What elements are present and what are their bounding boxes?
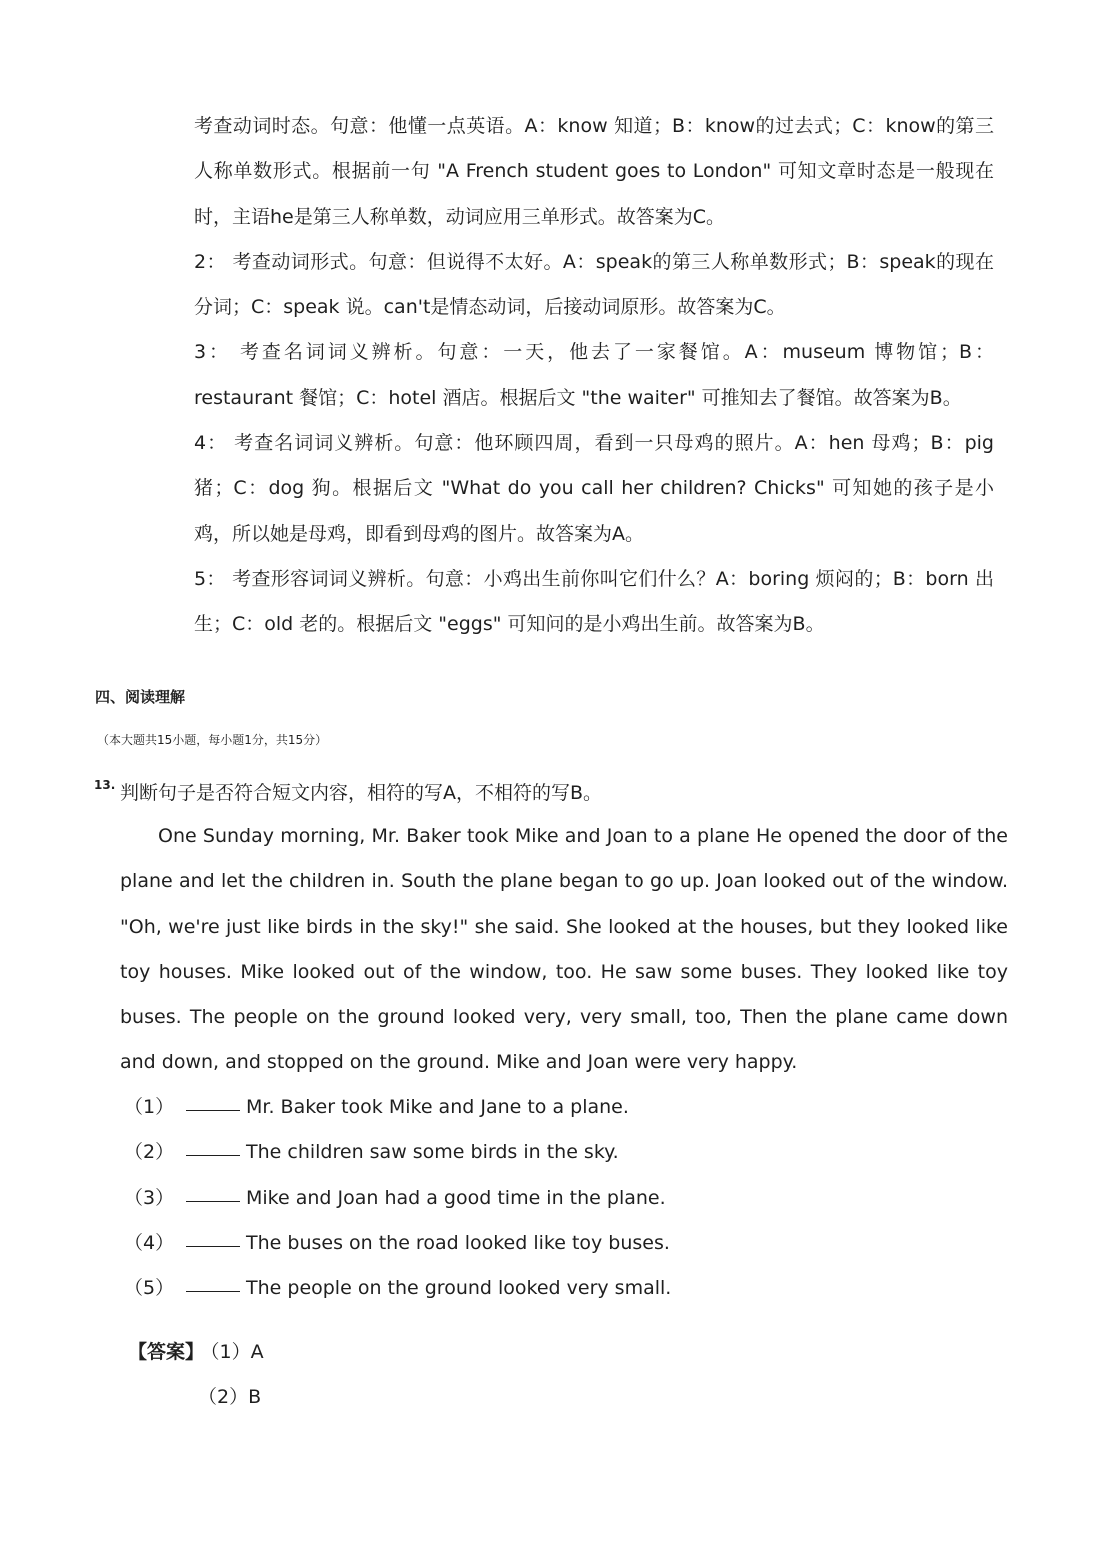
answer-blank[interactable]	[186, 1154, 240, 1156]
question-item-5	[120, 1266, 1000, 1311]
question-item-3	[120, 1176, 1000, 1221]
answer-blank[interactable]	[186, 1245, 240, 1247]
item-label: （4）	[124, 1231, 175, 1254]
question-items	[120, 1085, 1000, 1311]
answer-blank[interactable]	[186, 1290, 240, 1292]
answer-blank[interactable]	[186, 1200, 240, 1202]
answer-block	[128, 1330, 264, 1421]
item-label: （5）	[124, 1277, 175, 1300]
analysis-paragraph-3: 3： 考查名词词义辨析。句意：一天，他去了一家餐馆。A：museum 博物馆；B：restaurant 餐馆；C：hotel 酒店。根据后文 "the waiter" 可推知去了餐馆。故答案为B。	[194, 341, 994, 409]
section-heading: 四、阅读理解	[95, 688, 186, 706]
analysis-paragraph-1: 考查动词时态。句意：他懂一点英语。A：know 知道；B：know的过去式；C：know的第三人称单数形式。根据前一句 "A French student goes to London" 可知文章时态是一般现在时，主语he是第三人称单数，动词应用三单形式。故答案为C。	[194, 115, 994, 228]
analysis-paragraph-4: 4： 考查名词词义辨析。句意：他环顾四周，看到一只母鸡的照片。A：hen 母鸡；B：pig 猪；C：dog 狗。根据后文 "What do you call her children? Chicks" 可知她的孩子是小鸡，所以她是母鸡，即看到母鸡的图片。故答案为A。	[194, 432, 994, 545]
reading-passage: One Sunday morning, Mr. Baker took Mike and Joan to a plane He opened the door of the plane and let the children in. South the plane began to go up. Joan looked out of the window. "Oh, we're just like birds in the sky!" she said. She looked at the houses, but they looked like toy houses. Mike looked out of the window, too. He saw some buses. They looked like toy buses. The people on the ground looked very, very small, too, Then the plane came down and down, and stopped on the ground. Mike and Joan were very happy.	[120, 825, 1008, 1074]
section-note: （本大题共15小题，每小题1分，共15分）	[97, 733, 328, 747]
item-text: The buses on the road looked like toy buses.	[246, 1231, 670, 1254]
analysis-paragraph-2: 2： 考查动词形式。句意：但说得不太好。A：speak的第三人称单数形式；B：speak的现在分词；C：speak 说。can't是情态动词，后接动词原形。故答案为C。	[194, 250, 994, 319]
item-text: Mr. Baker took Mike and Jane to a plane.	[246, 1096, 629, 1118]
item-label: （3）	[124, 1186, 175, 1209]
analysis-paragraph-5: 5： 考查形容词词义辨析。句意：小鸡出生前你叫它们什么？A：boring 烦闷的；B：born 出生；C：old 老的。根据后文 "eggs" 可知问的是小鸡出生前。故答案为B。	[194, 567, 994, 636]
question-item-4	[120, 1221, 1000, 1266]
answer-blank[interactable]	[186, 1109, 240, 1111]
answer-line-1	[128, 1330, 264, 1375]
answer-tag: 【答案】	[128, 1341, 205, 1363]
question-item-2	[120, 1130, 1000, 1175]
answer-value-1: （1）A	[210, 1341, 264, 1363]
item-label: （2）	[124, 1141, 175, 1164]
item-text: The people on the ground looked very small.	[246, 1277, 672, 1300]
question-number: 13.	[94, 778, 116, 792]
item-label: （1）	[124, 1096, 175, 1118]
question-item-1	[120, 1085, 1000, 1130]
question-stem: 判断句子是否符合短文内容，相符的写A，不相符的写B。	[120, 782, 603, 804]
item-text: The children saw some birds in the sky.	[246, 1141, 619, 1164]
answer-line-2: （2）B	[198, 1386, 262, 1409]
analysis-section	[194, 104, 994, 648]
item-text: Mike and Joan had a good time in the plane.	[246, 1186, 666, 1209]
